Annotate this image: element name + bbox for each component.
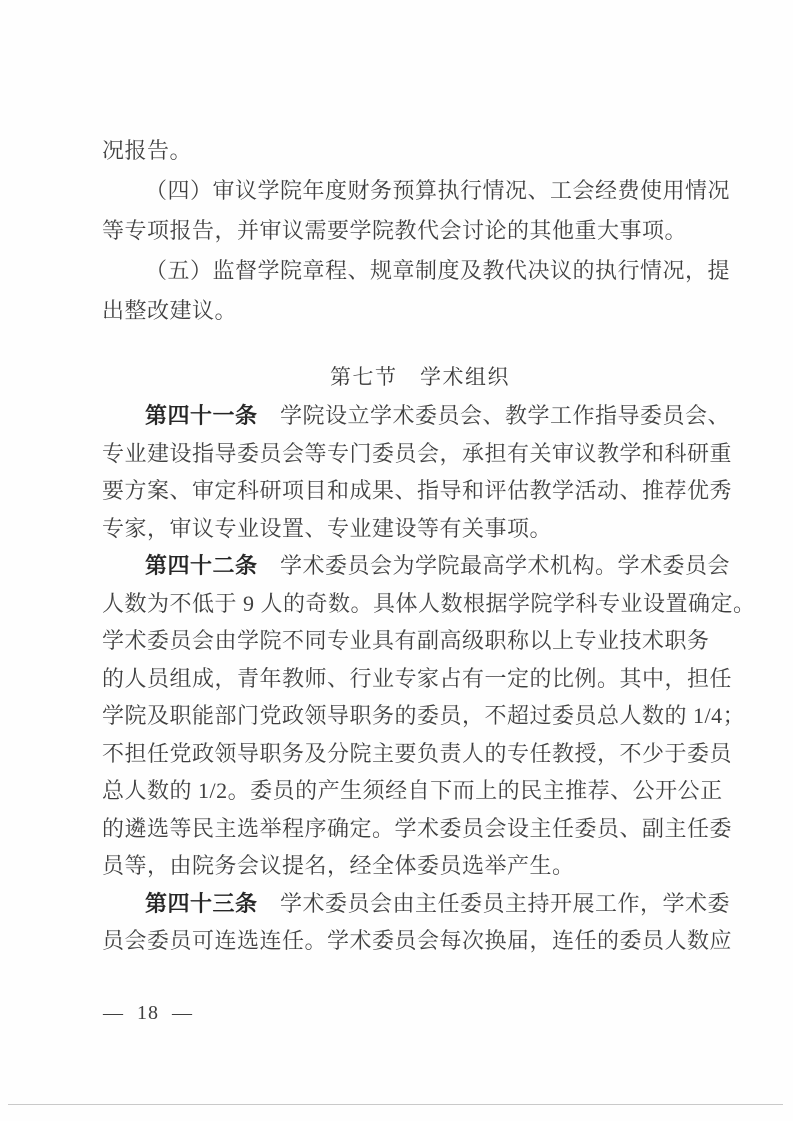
article-41-line: 专业建设指导委员会等专门委员会，承担有关审议教学和科研重 <box>102 440 733 466</box>
article-42-line: 不担任党政领导职务及分院主要负责人的专任教授，不少于委员 <box>102 740 733 766</box>
clause-5-line: （五）监督学院章程、规章制度及教代决议的执行情况，提 <box>145 258 731 283</box>
article-42-line: 的遴选等民主选举程序确定。学术委员会设主任委员、副主任委 <box>102 815 733 841</box>
article-42-line: 总人数的 1/2。委员的产生须经自下而上的民主推荐、公开公正 <box>102 778 723 803</box>
article-43-number: 第四十三条 <box>145 890 258 916</box>
article-42-line: 人数为不低于 9 人的奇数。具体人数根据学院学科专业设置确定。 <box>102 590 756 616</box>
article-42-line: 员等，由院务会议提名，经全体委员选举产生。 <box>102 853 575 878</box>
article-42-line: 的人员组成，青年教师、行业专家占有一定的比例。其中，担任 <box>102 665 733 691</box>
scan-artifact-line <box>8 1104 783 1105</box>
article-41-line: 要方案、审定科研项目和成果、指导和评估教学活动、推荐优秀 <box>102 478 733 503</box>
clause-4-line: 等专项报告，并审议需要学院教代会讨论的其他重大事项。 <box>102 218 688 243</box>
article-42-number: 第四十二条 <box>145 553 258 578</box>
article-43-line: 员会委员可连选连任。学术委员会每次换届，连任的委员人数应 <box>102 928 733 953</box>
article-41-number: 第四十一条 <box>145 403 258 428</box>
article-42-line: 学术委员会由学院不同专业具有副高级职称以上专业技术职务 <box>102 628 710 653</box>
articles-block <box>102 397 756 960</box>
article-42-line: 学院及职能部门党政领导职务的委员，不超过委员总人数的 1/4； <box>102 703 746 728</box>
clause-4-line: （四）审议学院年度财务预算执行情况、工会经费使用情况 <box>145 178 731 203</box>
page-number: — 18 — <box>103 1002 193 1024</box>
article-41-text: 学院设立学术委员会、教学工作指导委员会、 <box>257 403 731 428</box>
article-43-first-line <box>102 885 738 923</box>
clause-list-continuation <box>102 131 738 331</box>
article-42-first-line <box>102 547 738 585</box>
article-43-text: 学术委员会由主任委员主持开展工作，学术委 <box>257 890 731 916</box>
article-42-text: 学术委员会为学院最高学术机构。学术委员会 <box>257 553 731 578</box>
section-heading: 第七节 学术组织 <box>330 365 510 389</box>
clause-5-line: 出整改建议。 <box>102 298 238 323</box>
body-line: 况报告。 <box>102 138 193 163</box>
text-column <box>102 131 756 960</box>
article-41-line: 专家，审议专业设置、专业建设等有关事项。 <box>102 515 553 541</box>
article-41-first-line <box>102 397 738 435</box>
